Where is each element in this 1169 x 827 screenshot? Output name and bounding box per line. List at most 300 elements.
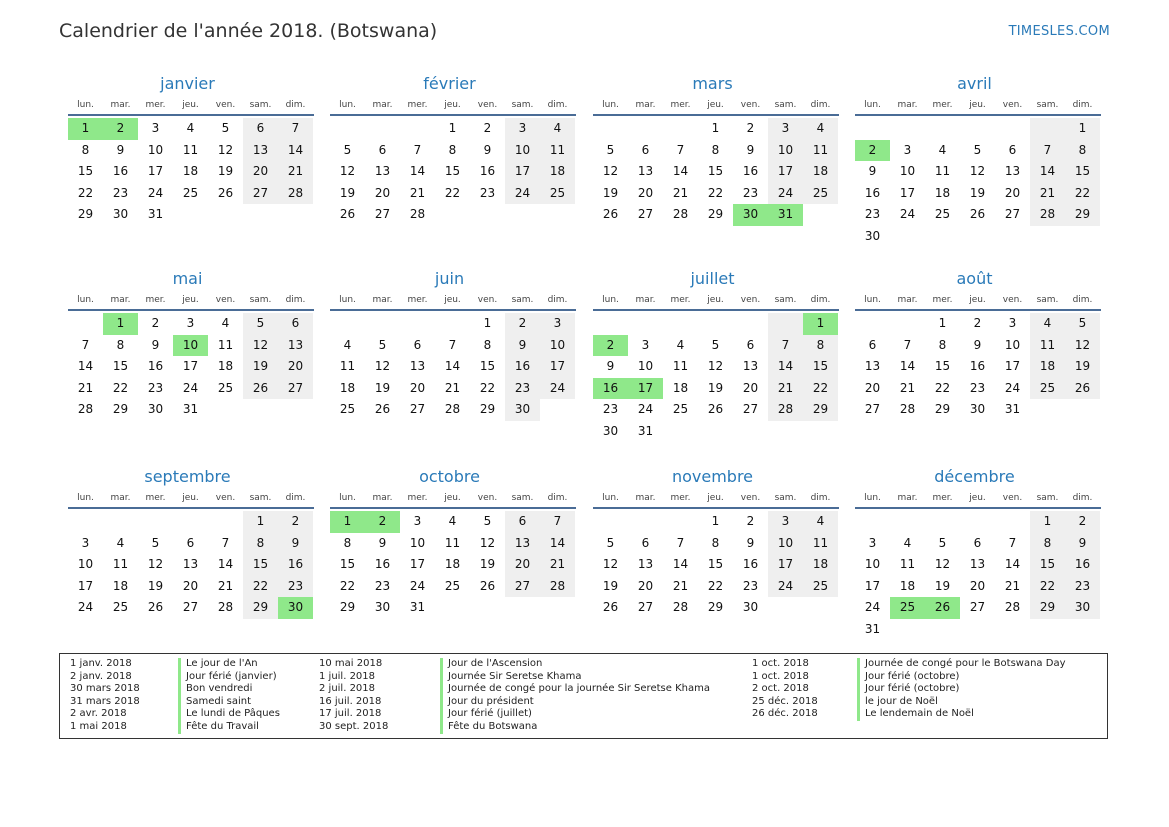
day-cell[interactable]: 18 — [899, 578, 916, 593]
day-cell[interactable]: 18 — [182, 164, 199, 179]
day-cell[interactable]: 9 — [746, 535, 755, 550]
day-cell[interactable]: 26 — [339, 207, 356, 222]
day-cell[interactable]: 28 — [540, 576, 575, 598]
day-cell[interactable]: 25 — [540, 183, 575, 205]
day-cell[interactable]: 24 — [1004, 380, 1021, 395]
day-cell[interactable]: 27 — [243, 183, 278, 205]
holiday-day-cell[interactable]: 17 — [628, 378, 663, 400]
day-cell[interactable]: 2 — [151, 316, 160, 330]
day-cell[interactable]: 17 — [540, 356, 575, 378]
day-cell[interactable]: 19 — [602, 185, 619, 200]
day-cell[interactable]: 5 — [221, 121, 230, 135]
day-cell[interactable]: 8 — [803, 335, 838, 357]
day-cell[interactable]: 14 — [672, 557, 689, 572]
day-cell[interactable]: 15 — [934, 359, 951, 374]
day-cell[interactable]: 19 — [969, 185, 986, 200]
day-cell[interactable]: 16 — [278, 554, 313, 576]
day-cell[interactable]: 14 — [77, 359, 94, 374]
day-cell[interactable]: 12 — [969, 164, 986, 179]
day-cell[interactable]: 28 — [1004, 600, 1021, 615]
day-cell[interactable]: 8 — [711, 535, 720, 550]
day-cell[interactable]: 18 — [803, 161, 838, 183]
day-cell[interactable]: 23 — [742, 185, 759, 200]
day-cell[interactable]: 30 — [864, 228, 881, 243]
day-cell[interactable]: 22 — [243, 576, 278, 598]
day-cell[interactable]: 10 — [637, 359, 654, 374]
day-cell[interactable]: 27 — [742, 402, 759, 417]
day-cell[interactable]: 24 — [505, 183, 540, 205]
day-cell[interactable]: 8 — [448, 142, 457, 157]
day-cell[interactable]: 3 — [903, 142, 912, 157]
day-cell[interactable]: 20 — [1004, 185, 1021, 200]
day-cell[interactable]: 16 — [969, 359, 986, 374]
day-cell[interactable]: 10 — [77, 557, 94, 572]
day-cell[interactable]: 20 — [278, 356, 313, 378]
day-cell[interactable]: 30 — [147, 402, 164, 417]
holiday-day-cell[interactable]: 30 — [278, 597, 313, 619]
day-cell[interactable]: 11 — [1030, 335, 1065, 357]
day-cell[interactable]: 4 — [221, 316, 230, 330]
day-cell[interactable]: 19 — [602, 578, 619, 593]
day-cell[interactable]: 24 — [899, 207, 916, 222]
day-cell[interactable]: 5 — [606, 142, 615, 157]
day-cell[interactable]: 18 — [444, 557, 461, 572]
day-cell[interactable]: 7 — [1030, 140, 1065, 162]
day-cell[interactable]: 6 — [278, 313, 313, 335]
day-cell[interactable]: 21 — [444, 380, 461, 395]
day-cell[interactable]: 30 — [112, 207, 129, 222]
day-cell[interactable]: 16 — [505, 356, 540, 378]
day-cell[interactable]: 5 — [1065, 313, 1100, 335]
day-cell[interactable]: 10 — [1004, 337, 1021, 352]
day-cell[interactable]: 21 — [217, 578, 234, 593]
day-cell[interactable]: 3 — [641, 337, 650, 352]
day-cell[interactable]: 5 — [343, 142, 352, 157]
day-cell[interactable]: 10 — [768, 140, 803, 162]
day-cell[interactable]: 8 — [243, 533, 278, 555]
day-cell[interactable]: 9 — [116, 142, 125, 157]
day-cell[interactable]: 29 — [243, 597, 278, 619]
day-cell[interactable]: 31 — [637, 423, 654, 438]
day-cell[interactable]: 13 — [243, 140, 278, 162]
day-cell[interactable]: 10 — [864, 557, 881, 572]
day-cell[interactable]: 17 — [182, 359, 199, 374]
day-cell[interactable]: 11 — [803, 140, 838, 162]
day-cell[interactable]: 22 — [112, 380, 129, 395]
day-cell[interactable]: 26 — [602, 600, 619, 615]
day-cell[interactable]: 28 — [409, 207, 426, 222]
day-cell[interactable]: 17 — [768, 161, 803, 183]
holiday-day-cell[interactable]: 2 — [855, 140, 890, 162]
day-cell[interactable]: 2 — [483, 121, 492, 135]
day-cell[interactable]: 16 — [112, 164, 129, 179]
day-cell[interactable]: 22 — [479, 380, 496, 395]
day-cell[interactable]: 25 — [803, 183, 838, 205]
day-cell[interactable]: 30 — [742, 600, 759, 615]
day-cell[interactable]: 29 — [707, 600, 724, 615]
day-cell[interactable]: 5 — [606, 535, 615, 550]
day-cell[interactable]: 26 — [374, 402, 391, 417]
day-cell[interactable]: 16 — [374, 557, 391, 572]
day-cell[interactable]: 23 — [374, 578, 391, 593]
day-cell[interactable]: 4 — [343, 337, 352, 352]
day-cell[interactable]: 24 — [182, 380, 199, 395]
day-cell[interactable]: 13 — [182, 557, 199, 572]
day-cell[interactable]: 28 — [1030, 204, 1065, 226]
day-cell[interactable]: 21 — [768, 378, 803, 400]
day-cell[interactable]: 28 — [278, 183, 313, 205]
day-cell[interactable]: 7 — [676, 535, 685, 550]
day-cell[interactable]: 23 — [969, 380, 986, 395]
day-cell[interactable]: 14 — [899, 359, 916, 374]
day-cell[interactable]: 11 — [934, 164, 951, 179]
day-cell[interactable]: 1 — [1030, 511, 1065, 533]
day-cell[interactable]: 1 — [711, 121, 720, 135]
day-cell[interactable]: 22 — [934, 380, 951, 395]
holiday-day-cell[interactable]: 25 — [890, 597, 925, 619]
day-cell[interactable]: 18 — [934, 185, 951, 200]
day-cell[interactable]: 6 — [243, 118, 278, 140]
day-cell[interactable]: 3 — [413, 514, 422, 528]
day-cell[interactable]: 13 — [374, 164, 391, 179]
day-cell[interactable]: 16 — [742, 557, 759, 572]
day-cell[interactable]: 19 — [339, 185, 356, 200]
day-cell[interactable]: 20 — [637, 185, 654, 200]
day-cell[interactable]: 22 — [803, 378, 838, 400]
day-cell[interactable]: 8 — [711, 142, 720, 157]
day-cell[interactable]: 18 — [339, 380, 356, 395]
day-cell[interactable]: 9 — [1065, 533, 1100, 555]
day-cell[interactable]: 10 — [505, 140, 540, 162]
day-cell[interactable]: 11 — [339, 359, 356, 374]
holiday-day-cell[interactable]: 30 — [733, 204, 768, 226]
day-cell[interactable]: 23 — [864, 207, 881, 222]
day-cell[interactable]: 5 — [243, 313, 278, 335]
day-cell[interactable]: 1 — [1065, 118, 1100, 140]
day-cell[interactable]: 8 — [483, 337, 492, 352]
day-cell[interactable]: 16 — [147, 359, 164, 374]
day-cell[interactable]: 18 — [540, 161, 575, 183]
day-cell[interactable]: 11 — [672, 359, 689, 374]
day-cell[interactable]: 27 — [637, 207, 654, 222]
day-cell[interactable]: 14 — [278, 140, 313, 162]
day-cell[interactable]: 14 — [409, 164, 426, 179]
day-cell[interactable]: 5 — [938, 535, 947, 550]
day-cell[interactable]: 18 — [112, 578, 129, 593]
day-cell[interactable]: 16 — [742, 164, 759, 179]
holiday-day-cell[interactable]: 1 — [803, 313, 838, 335]
day-cell[interactable]: 31 — [1004, 402, 1021, 417]
day-cell[interactable]: 9 — [378, 535, 387, 550]
day-cell[interactable]: 13 — [1004, 164, 1021, 179]
day-cell[interactable]: 17 — [864, 578, 881, 593]
day-cell[interactable]: 22 — [444, 185, 461, 200]
day-cell[interactable]: 27 — [182, 600, 199, 615]
day-cell[interactable]: 24 — [864, 600, 881, 615]
day-cell[interactable]: 6 — [973, 535, 982, 550]
day-cell[interactable]: 30 — [374, 600, 391, 615]
day-cell[interactable]: 21 — [540, 554, 575, 576]
day-cell[interactable]: 17 — [77, 578, 94, 593]
day-cell[interactable]: 19 — [243, 356, 278, 378]
day-cell[interactable]: 23 — [602, 402, 619, 417]
day-cell[interactable]: 3 — [186, 316, 195, 330]
day-cell[interactable]: 16 — [864, 185, 881, 200]
day-cell[interactable]: 20 — [243, 161, 278, 183]
day-cell[interactable]: 14 — [217, 557, 234, 572]
day-cell[interactable]: 3 — [505, 118, 540, 140]
day-cell[interactable]: 21 — [899, 380, 916, 395]
day-cell[interactable]: 17 — [1004, 359, 1021, 374]
day-cell[interactable]: 22 — [1030, 576, 1065, 598]
day-cell[interactable]: 7 — [1008, 535, 1017, 550]
day-cell[interactable]: 26 — [707, 402, 724, 417]
day-cell[interactable]: 9 — [151, 337, 160, 352]
day-cell[interactable]: 7 — [768, 335, 803, 357]
day-cell[interactable]: 29 — [934, 402, 951, 417]
day-cell[interactable]: 9 — [746, 142, 755, 157]
day-cell[interactable]: 3 — [768, 511, 803, 533]
day-cell[interactable]: 23 — [1065, 576, 1100, 598]
day-cell[interactable]: 27 — [505, 576, 540, 598]
day-cell[interactable]: 26 — [217, 185, 234, 200]
day-cell[interactable]: 12 — [707, 359, 724, 374]
day-cell[interactable]: 12 — [243, 335, 278, 357]
day-cell[interactable]: 19 — [707, 380, 724, 395]
day-cell[interactable]: 25 — [803, 576, 838, 598]
day-cell[interactable]: 27 — [374, 207, 391, 222]
day-cell[interactable]: 24 — [540, 378, 575, 400]
day-cell[interactable]: 20 — [182, 578, 199, 593]
day-cell[interactable]: 21 — [1004, 578, 1021, 593]
day-cell[interactable]: 17 — [899, 185, 916, 200]
day-cell[interactable]: 3 — [81, 535, 90, 550]
day-cell[interactable]: 26 — [602, 207, 619, 222]
day-cell[interactable]: 7 — [676, 142, 685, 157]
day-cell[interactable]: 2 — [1065, 511, 1100, 533]
day-cell[interactable]: 30 — [1065, 597, 1100, 619]
day-cell[interactable]: 4 — [803, 118, 838, 140]
day-cell[interactable]: 9 — [606, 359, 615, 374]
day-cell[interactable]: 9 — [868, 164, 877, 179]
day-cell[interactable]: 17 — [505, 161, 540, 183]
day-cell[interactable]: 18 — [672, 380, 689, 395]
day-cell[interactable]: 15 — [77, 164, 94, 179]
day-cell[interactable]: 13 — [864, 359, 881, 374]
day-cell[interactable]: 16 — [479, 164, 496, 179]
day-cell[interactable]: 7 — [278, 118, 313, 140]
day-cell[interactable]: 23 — [147, 380, 164, 395]
day-cell[interactable]: 12 — [602, 164, 619, 179]
day-cell[interactable]: 9 — [973, 337, 982, 352]
holiday-day-cell[interactable]: 1 — [330, 511, 365, 533]
day-cell[interactable]: 25 — [217, 380, 234, 395]
day-cell[interactable]: 21 — [409, 185, 426, 200]
day-cell[interactable]: 16 — [1065, 554, 1100, 576]
day-cell[interactable]: 23 — [742, 578, 759, 593]
day-cell[interactable]: 6 — [641, 142, 650, 157]
day-cell[interactable]: 6 — [186, 535, 195, 550]
day-cell[interactable]: 21 — [278, 161, 313, 183]
day-cell[interactable]: 24 — [147, 185, 164, 200]
day-cell[interactable]: 1 — [243, 511, 278, 533]
day-cell[interactable]: 17 — [147, 164, 164, 179]
day-cell[interactable]: 30 — [969, 402, 986, 417]
day-cell[interactable]: 3 — [768, 118, 803, 140]
day-cell[interactable]: 3 — [868, 535, 877, 550]
day-cell[interactable]: 18 — [803, 554, 838, 576]
day-cell[interactable]: 11 — [444, 535, 461, 550]
day-cell[interactable]: 3 — [540, 313, 575, 335]
day-cell[interactable]: 27 — [637, 600, 654, 615]
day-cell[interactable]: 15 — [803, 356, 838, 378]
day-cell[interactable]: 13 — [505, 533, 540, 555]
day-cell[interactable]: 19 — [934, 578, 951, 593]
day-cell[interactable]: 7 — [540, 511, 575, 533]
day-cell[interactable]: 1 — [711, 514, 720, 528]
day-cell[interactable]: 8 — [116, 337, 125, 352]
day-cell[interactable]: 29 — [803, 399, 838, 421]
day-cell[interactable]: 15 — [1065, 161, 1100, 183]
holiday-day-cell[interactable]: 10 — [173, 335, 208, 357]
day-cell[interactable]: 27 — [409, 402, 426, 417]
day-cell[interactable]: 8 — [81, 142, 90, 157]
day-cell[interactable]: 23 — [479, 185, 496, 200]
day-cell[interactable]: 30 — [505, 399, 540, 421]
day-cell[interactable]: 8 — [1030, 533, 1065, 555]
day-cell[interactable]: 13 — [409, 359, 426, 374]
day-cell[interactable]: 27 — [864, 402, 881, 417]
day-cell[interactable]: 6 — [378, 142, 387, 157]
day-cell[interactable]: 6 — [641, 535, 650, 550]
day-cell[interactable]: 11 — [899, 557, 916, 572]
day-cell[interactable]: 24 — [637, 402, 654, 417]
day-cell[interactable]: 10 — [540, 335, 575, 357]
day-cell[interactable]: 11 — [217, 337, 234, 352]
day-cell[interactable]: 12 — [374, 359, 391, 374]
day-cell[interactable]: 25 — [182, 185, 199, 200]
day-cell[interactable]: 26 — [147, 600, 164, 615]
day-cell[interactable]: 6 — [868, 337, 877, 352]
day-cell[interactable]: 29 — [707, 207, 724, 222]
day-cell[interactable]: 20 — [374, 185, 391, 200]
day-cell[interactable]: 31 — [182, 402, 199, 417]
day-cell[interactable]: 20 — [864, 380, 881, 395]
day-cell[interactable]: 21 — [672, 578, 689, 593]
day-cell[interactable]: 24 — [409, 578, 426, 593]
holiday-day-cell[interactable]: 2 — [593, 335, 628, 357]
day-cell[interactable]: 28 — [672, 600, 689, 615]
day-cell[interactable]: 29 — [1030, 597, 1065, 619]
day-cell[interactable]: 13 — [637, 164, 654, 179]
day-cell[interactable]: 29 — [112, 402, 129, 417]
day-cell[interactable]: 20 — [637, 578, 654, 593]
day-cell[interactable]: 25 — [934, 207, 951, 222]
day-cell[interactable]: 22 — [339, 578, 356, 593]
day-cell[interactable]: 2 — [746, 121, 755, 135]
day-cell[interactable]: 26 — [479, 578, 496, 593]
day-cell[interactable]: 12 — [1065, 335, 1100, 357]
day-cell[interactable]: 4 — [1030, 313, 1065, 335]
day-cell[interactable]: 15 — [479, 359, 496, 374]
brand-link[interactable]: TIMESLES.COM — [1008, 24, 1110, 39]
day-cell[interactable]: 15 — [444, 164, 461, 179]
holiday-day-cell[interactable]: 1 — [103, 313, 138, 335]
day-cell[interactable]: 14 — [540, 533, 575, 555]
day-cell[interactable]: 2 — [278, 511, 313, 533]
day-cell[interactable]: 5 — [483, 514, 492, 528]
holiday-day-cell[interactable]: 2 — [103, 118, 138, 140]
day-cell[interactable]: 4 — [448, 514, 457, 528]
holiday-day-cell[interactable]: 2 — [365, 511, 400, 533]
day-cell[interactable]: 29 — [339, 600, 356, 615]
day-cell[interactable]: 14 — [768, 356, 803, 378]
day-cell[interactable]: 15 — [707, 164, 724, 179]
day-cell[interactable]: 25 — [444, 578, 461, 593]
day-cell[interactable]: 24 — [77, 600, 94, 615]
day-cell[interactable]: 25 — [1030, 378, 1065, 400]
day-cell[interactable]: 10 — [768, 533, 803, 555]
day-cell[interactable]: 28 — [217, 600, 234, 615]
day-cell[interactable]: 19 — [374, 380, 391, 395]
day-cell[interactable]: 15 — [339, 557, 356, 572]
day-cell[interactable]: 17 — [409, 557, 426, 572]
day-cell[interactable]: 12 — [934, 557, 951, 572]
day-cell[interactable]: 28 — [672, 207, 689, 222]
day-cell[interactable]: 7 — [81, 337, 90, 352]
day-cell[interactable]: 22 — [1065, 183, 1100, 205]
day-cell[interactable]: 19 — [217, 164, 234, 179]
day-cell[interactable]: 23 — [278, 576, 313, 598]
day-cell[interactable]: 10 — [409, 535, 426, 550]
day-cell[interactable]: 8 — [1065, 140, 1100, 162]
day-cell[interactable]: 10 — [147, 142, 164, 157]
day-cell[interactable]: 29 — [1065, 204, 1100, 226]
day-cell[interactable]: 20 — [409, 380, 426, 395]
day-cell[interactable]: 14 — [1004, 557, 1021, 572]
day-cell[interactable]: 11 — [112, 557, 129, 572]
day-cell[interactable]: 24 — [768, 183, 803, 205]
day-cell[interactable]: 18 — [1030, 356, 1065, 378]
day-cell[interactable]: 4 — [676, 337, 685, 352]
holiday-day-cell[interactable]: 16 — [593, 378, 628, 400]
day-cell[interactable]: 11 — [803, 533, 838, 555]
day-cell[interactable]: 7 — [221, 535, 230, 550]
day-cell[interactable]: 19 — [1065, 356, 1100, 378]
day-cell[interactable]: 13 — [637, 557, 654, 572]
day-cell[interactable]: 7 — [903, 337, 912, 352]
day-cell[interactable]: 22 — [77, 185, 94, 200]
day-cell[interactable]: 20 — [505, 554, 540, 576]
day-cell[interactable]: 29 — [479, 402, 496, 417]
day-cell[interactable]: 15 — [1030, 554, 1065, 576]
day-cell[interactable]: 1 — [938, 316, 947, 330]
day-cell[interactable]: 4 — [803, 511, 838, 533]
day-cell[interactable]: 15 — [243, 554, 278, 576]
day-cell[interactable]: 28 — [768, 399, 803, 421]
day-cell[interactable]: 26 — [1065, 378, 1100, 400]
day-cell[interactable]: 5 — [378, 337, 387, 352]
day-cell[interactable]: 21 — [672, 185, 689, 200]
day-cell[interactable]: 20 — [969, 578, 986, 593]
day-cell[interactable]: 19 — [147, 578, 164, 593]
day-cell[interactable]: 25 — [112, 600, 129, 615]
day-cell[interactable]: 23 — [112, 185, 129, 200]
day-cell[interactable]: 19 — [479, 557, 496, 572]
day-cell[interactable]: 5 — [151, 535, 160, 550]
day-cell[interactable]: 28 — [899, 402, 916, 417]
day-cell[interactable]: 13 — [278, 335, 313, 357]
